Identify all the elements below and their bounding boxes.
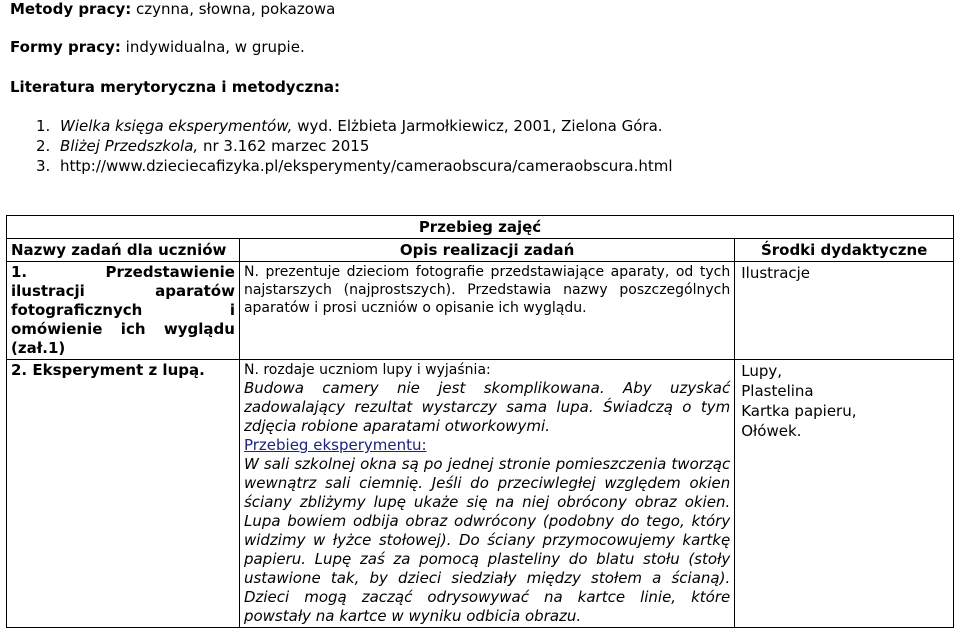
tool-item: Lupy, <box>741 362 783 380</box>
tool-item: Plastelina <box>741 382 814 400</box>
experiment-steps: W sali szkolnej okna są po jednej stronie pomieszczenia tworząc wewnątrz sali ciemnię. Jeśli do przeciwległej względem okien ściany zbliżymy lupę ukaże się na niej obrócony obraz okien. Lupa bowiem odbija obraz odwrócony (podobny do tego, który widzimy w łyżce stołowej). Do ściany przymocowujemy kartkę papieru. Lupę zaś za pomocą plasteliny do blatu stołu (stoły ustawione tak, by dzieci siedziały między stołem a ścianą). Dzieci mogą zacząć odrysowywać na kartce linie, które powstały na kartce w wyniku odbicia obrazu. <box>243 455 731 625</box>
tools-cell: Ilustracje <box>735 262 954 360</box>
forms-line <box>10 38 305 56</box>
literature-item: 3. http://www.dzieciecafizyka.pl/eksperymenty/cameraobscura/cameraobscura.html <box>36 157 673 175</box>
literature-item: 2. Bliżej Przedszkola, nr 3.162 marzec 2015 <box>36 137 370 155</box>
table-row <box>7 360 954 628</box>
description-explanation: Budowa camery nie jest skomplikowana. Aby uzyskać zadowalający rezultat wystarczy sama lupa. Świadczą o tym zdjęcia robione aparatami otworkowymi. <box>243 379 731 435</box>
tool-item: Kartka papieru, <box>741 402 857 420</box>
literature-heading: Literatura merytoryczna i metodyczna: <box>10 78 341 96</box>
description-cell: N. prezentuje dzieciom fotografie przedstawiające aparaty, od tych najstarszych (najprostszych). Przedstawia nazwy poszczególnych aparatów i prosi uczniów o opisanie ich wyglądu. <box>239 262 734 360</box>
experiment-heading: Przebieg eksperymentu: <box>243 436 427 454</box>
tool-item: Ołówek. <box>741 422 802 440</box>
literature-link[interactable]: http://www.dzieciecafizyka.pl/eksperymenty/cameraobscura/cameraobscura.html <box>60 157 673 175</box>
column-header-tasks: Nazwy zadań dla uczniów <box>7 239 240 262</box>
description-cell <box>239 360 734 628</box>
description-intro: N. rozdaje uczniom lupy i wyjaśnia: <box>243 362 491 378</box>
forms-value: indywidualna, w grupie. <box>120 38 305 56</box>
literature-list <box>36 116 673 176</box>
table-title: Przebieg zajęć <box>7 216 954 239</box>
forms-label: Formy pracy: <box>10 38 121 56</box>
methods-label: Metody pracy: <box>10 0 132 18</box>
task-cell: 1. Przedstawienie ilustracji aparatów fotograficznych i omówienie ich wyglądu (zał.1) <box>7 262 240 360</box>
methods-value: czynna, słowna, pokazowa <box>131 0 336 18</box>
task-cell: 2. Eksperyment z lupą. <box>7 360 240 628</box>
literature-item: 1. Wielka księga eksperymentów, wyd. Elżbieta Jarmołkiewicz, 2001, Zielona Góra. <box>36 117 663 135</box>
column-header-tools: Środki dydaktyczne <box>735 239 954 262</box>
tools-cell <box>735 360 954 628</box>
methods-line <box>10 0 335 18</box>
lesson-plan-table <box>6 215 954 628</box>
table-row <box>7 262 954 360</box>
column-header-description: Opis realizacji zadań <box>239 239 734 262</box>
